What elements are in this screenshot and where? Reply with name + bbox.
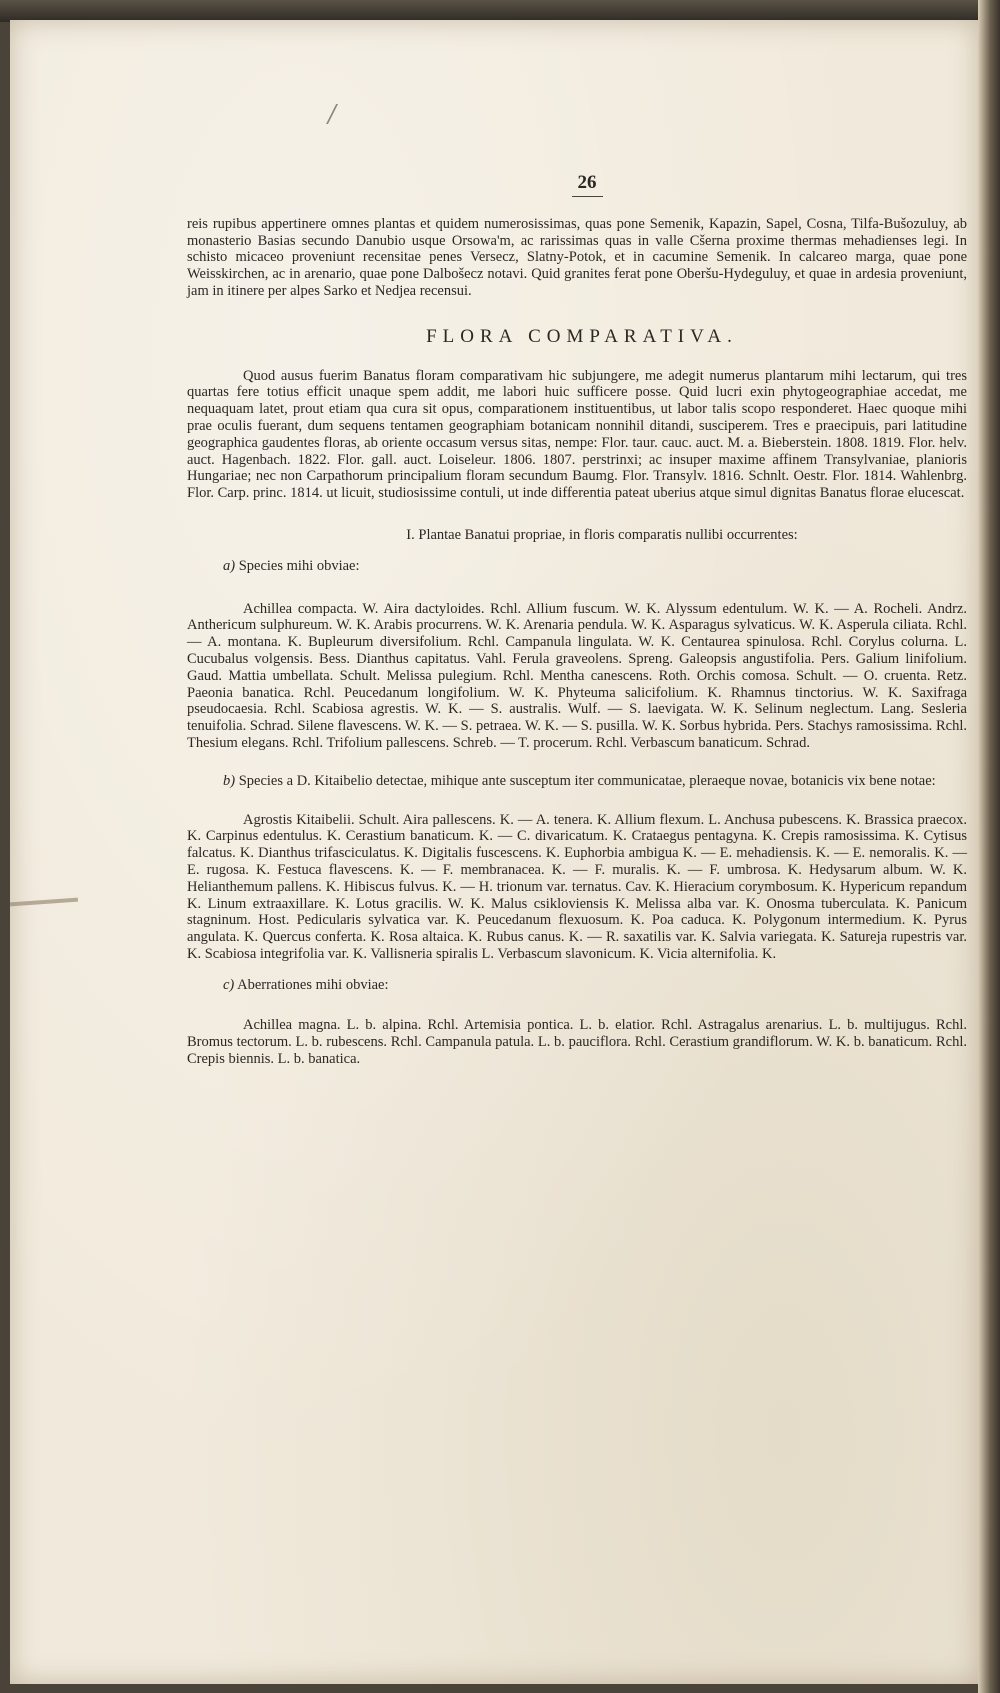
subsection-b-species-list: Agrostis Kitaibelii. Schult. Aira pallescens. K. — A. tenera. K. Allium flexum. L. Anchusa pubescens. K. Brassica praecox. K. Carpinus edentulus. K. Cerastium banaticum. K. — C. divaricatum. K. Crataegus pentagyna. K. Crepis ramosissima. K. Cytisus falcatus. K. Dianthus trifasciculatus. K. Digitalis fuscescens. K. Euphorbia ambigua K. — E. mehadiensis. K. — E. nemoralis. K. — E. rugosa. K. Festuca flavescens. K. — F. membranacea. K. — F. muralis. K. — F. umbrosa. K. Hedysarum album. W. K. Helianthemum pallens. K. Hibiscus fulvus. K. — H. trionum var. ternatus. Cav. K. Hieracium corymbosum. K. Hypericum repandum K. Linum extraaxillare. K. Lotus gracilis. W. K. Malus csikloviensis K. Melissa alba var. K. Onosma tuberculata. K. Panicum stagninum. Host. Pedicularis sylvatica var. K. Peucedanum flexuosum. K. Poa caduca. K. Polygonum intermedium. K. Pyrus angulata. K. Quercus conferta. K. Rosa altaica. K. Rubus canus. K. — R. saxatilis var. K. Salvia variegata. K. Satureja rupestris var. K. Scabiosa integrifolia var. K. Vallisneria spiralis L. Verbascum slavonicum. K. Vicia alternifolia. K. (187, 811, 967, 962)
section-one-title: I. Plantae Banatui propriae, in floris comparatis nullibi occurrentes: (406, 526, 798, 543)
subsection-b-label: Species a D. Kitaibelio detectae, mihique ante susceptum iter communicatae, pleraeque novae, botanicis vix bene notae: (238, 772, 936, 789)
section-heading: FLORA COMPARATIVA. (426, 325, 738, 347)
subsection-a-species-list: Achillea compacta. W. Aira dactyloides. Rchl. Allium fuscum. W. K. Alyssum edentulum. W. K. — A. Rocheli. Andrz. Anthericum sulphureum. W. K. Arabis procurrens. W. K. Arenaria pendula. W. K. Asparagus sylvaticus. W. K. Asperula ciliata. Rchl. — A. montana. K. Bupleurum diversifolium. Rchl. Campanula lingulata. W. K. Centaurea spinulosa. Rchl. Corylus colurna. L. Cucubalus volgensis. Bess. Dianthus capitatus. Vahl. Ferula graveolens. Spreng. Galeopsis angustifolia. Pers. Galium linifolium. Gaud. Mattia umbellata. Schult. Melissa pulegium. Rchl. Mentha canescens. Roth. Orchis comosa. Schult. — O. cruenta. Retz. Paeonia banatica. Rchl. Peucedanum longifolium. W. K. Phyteuma salicifolium. K. Rhamnus tinctorius. W. K. Saxifraga pseudocaesia. Rchl. Scabiosa agrestis. W. K. — S. australis. Wulf. — S. laevigata. W. K. Selinum neglectum. Lang. Sesleria tenuifolia. Schrad. Silene flavescens. W. K. — S. petraea. W. K. — S. pusilla. W. K. Sorbus hybrida. Pers. Stachys ramosissima. Rchl. Thesium elegans. Rchl. Trifolium pallescens. Schreb. — T. procerum. Rchl. Verbascum banaticum. Schrad. (187, 600, 967, 751)
scan-top-border (0, 0, 1000, 22)
subsection-a-heading (223, 558, 967, 575)
page-number-value: 26 (572, 172, 603, 197)
subsection-a-label: Species mihi obviae: (238, 557, 360, 574)
subsection-a-letter: a) (223, 557, 236, 574)
subsection-b-heading (187, 773, 967, 790)
subsection-c-label: Aberrationes mihi obviae: (237, 976, 389, 993)
comparative-paragraph: Quod ausus fuerim Banatus floram comparativam hic subjungere, me adegit numerus plantarum mihi lectarum, qui tres quartas fere totius efficit unaque spem addit, me labori huic sufficere posse. Quid lucri exin phytogeographiae accedat, me nequaquam latet, prout etiam qua cura sit opus, comparationem instituentibus, ut labor talis scopo responderet. Haec quoque mihi prae oculis fuerant, dum sequens tentamen geographiam botanicam nonnihil ditandi, susciperem. Tres e praecipuis, pari latitudine geographica gaudentes floras, ab oriente occasum versus sitas, nempe: Flor. taur. cauc. auct. M. a. Bieberstein. 1808. 1819. Flor. helv. auct. Hagenbach. 1822. Flor. gall. auct. Loiseleur. 1806. 1807. perstrinxi; ac insuper maxime affinem Transylvaniae, planioris Hungariae; nec non Carpathorum principalium floram secundum Baumg. Flor. Transylv. 1816. Schnlt. Oestr. Flor. 1814. Wahlenbrg. Flor. Carp. princ. 1814. ut licuit, studiosissime contuli, ut inde differentia pateat uberius atque simul dignitas Banatus florae elucescat. (187, 367, 967, 502)
intro-paragraph: reis rupibus appertinere omnes plantas et quidem numerosissimas, quas pone Semenik, Kapazin, Sapel, Cosna, Tilfa-Bušozuluy, ab monasterio Basias secundo Danubio usque Orsowa'm, ac rarissimas quas in valle Cšerna proxime thermas mehadienses legi. In schisto micaceo proveniunt recensitae penes Versecz, Slatny-Potok, et in cacumine Semenik. In calcareo marga, quae pone Weisskirchen, ac in arenario, quae pone Dalbošecz notavi. Quid granites ferat pone Oberšu-Hydeguluy, et quae in ardesia proveniunt, jam in itinere per alpes Sarko et Nedjea recensui. (187, 215, 967, 299)
subsection-b-letter: b) (223, 772, 236, 789)
subsection-c-heading (223, 977, 967, 994)
page-text-body (187, 172, 967, 1068)
book-page-edge (978, 0, 1000, 1693)
spacer (187, 752, 967, 773)
page-fold-mark (10, 898, 78, 907)
subsection-c-aberrations-list: Achillea magna. L. b. alpina. Rchl. Artemisia pontica. L. b. elatior. Rchl. Astragalus arenarius. L. b. multijugus. Rchl. Bromus tectorum. L. b. rubescens. Rchl. Campanula patula. L. b. pauciflora. Rchl. Cerastium grandiflorum. W. K. b. banaticum. Rchl. Crepis biennis. L. b. banatica. (187, 1017, 967, 1068)
page-number (187, 172, 967, 193)
pencil-mark: / (328, 100, 337, 128)
subsection-c-letter: c) (223, 976, 235, 993)
